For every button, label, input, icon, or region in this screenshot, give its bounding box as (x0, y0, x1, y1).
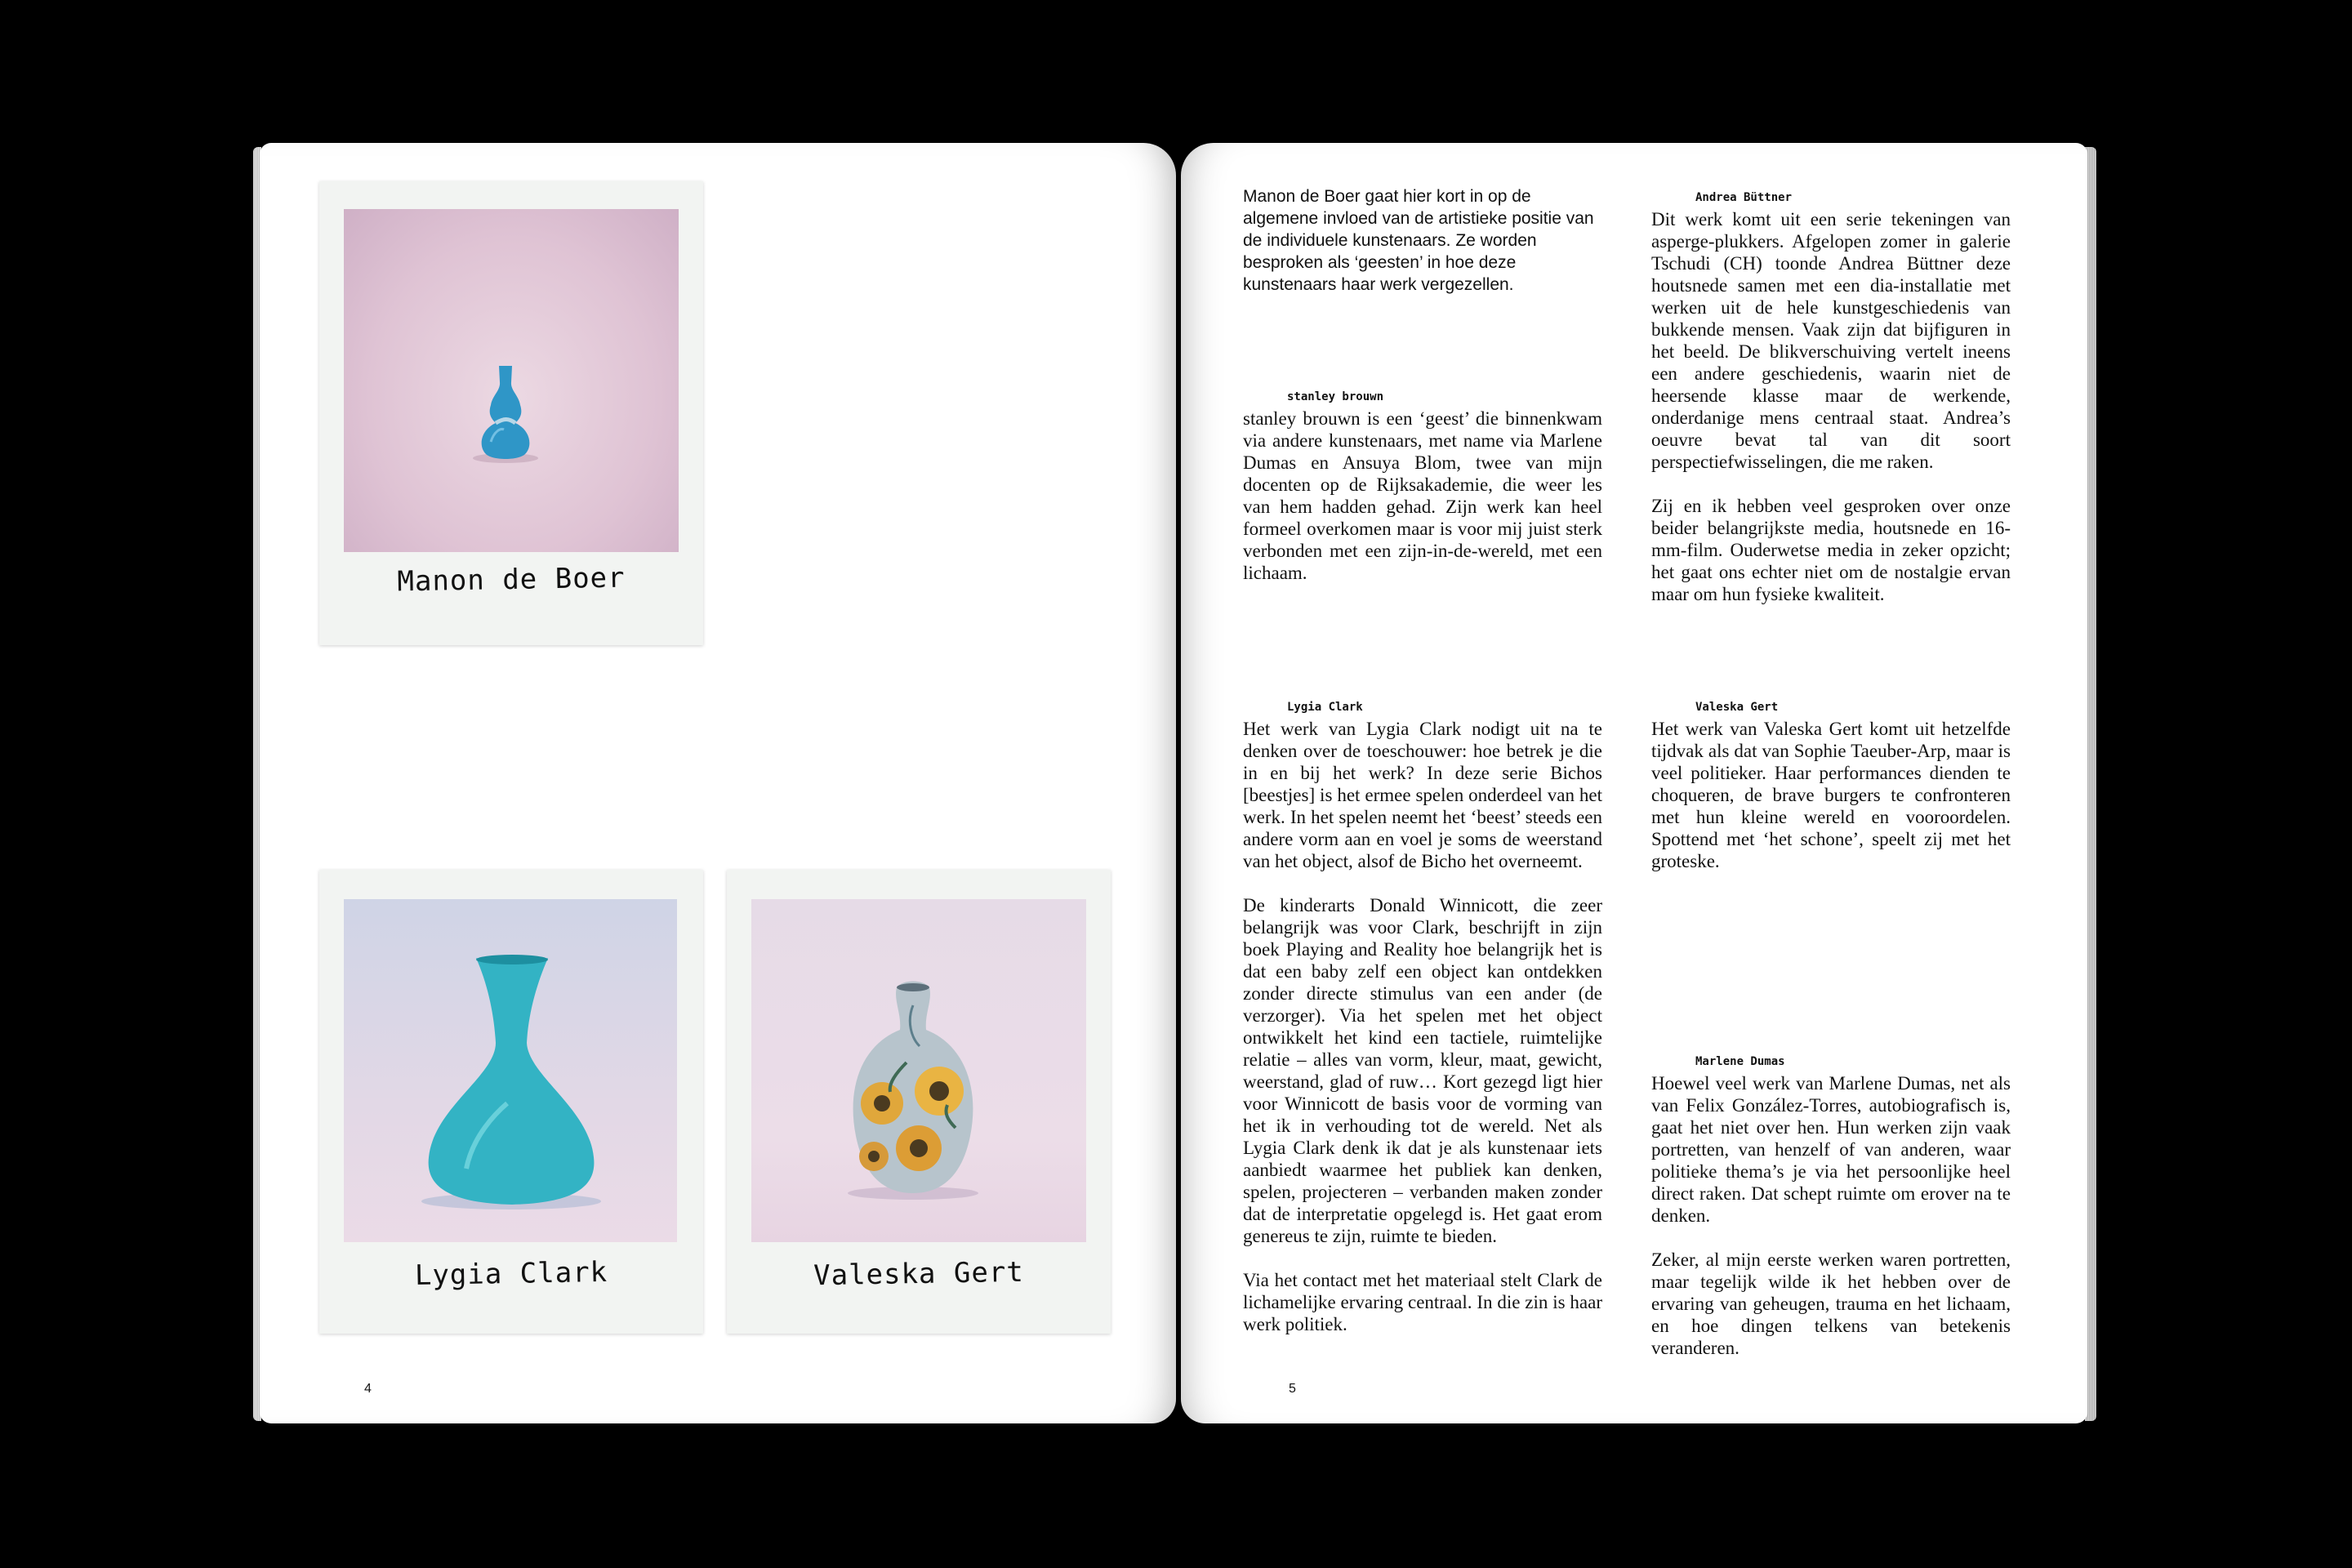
intro-text: Manon de Boer gaat hier kort in op de algemene invloed van de artistieke positie van de individuele kunstenaars. Ze worden besproken als ‘geesten’ in hoe deze kunstenaars haar werk vergezellen. (1243, 187, 1594, 294)
page-number: 5 (1289, 1382, 1296, 1396)
section-lygia-clark (1243, 700, 1602, 1335)
paragraph: Via het contact met het materiaal stelt Clark de lichamelijke ervaring centraal. In die zin is haar werk politiek. (1243, 1270, 1602, 1334)
paragraph: Het werk van Lygia Clark nodigt uit na te denken over de toeschouwer: hoe betrek je die in en bij het werk? In deze serie Bichos [beestjes] is het ermee spelen onderdeel van het werk. In het spelen neemt het ‘beest’ steeds een andere vorm aan en voel je soms de weerstand van het object, alsof de Bicho het overneemt. (1243, 719, 1602, 871)
photo-turquoise-vase (344, 899, 677, 1242)
intro-column (1243, 185, 1602, 296)
paragraph: De kinderarts Donald Winnicott, die zeer belangrijk was voor Clark, beschrijft in zijn boek Playing and Reality hoe belangrijk het is dat een baby zelf een object kan ontdekken zonder directe stimulus van een ander (de verzorger). Via het spelen met het object ontwikkelt het kind een tactiele, ruimtelijke relatie – alles van vorm, kleur, maat, gewicht, weerstand, glad of ruw… Kort gezegd ligt hier voor Winnicott de basis voor de vorming van het ik in verhouding tot de wereld. Net als Lygia Clark denk ik dat je als kunstenaar iets aanbiedt waarmee het publiek kan denken, spelen, projecteren – verbanden maken zonder dat de interpretatie opgelegd is. Het gaat erom genereus te zijn, ruimte te bieden. (1243, 895, 1602, 1246)
paragraph: Dit werk komt uit een serie tekeningen van asperge-plukkers. Afgelopen zomer in galerie Tschudi (CH) toonde Andrea Büttner deze houtsnede samen met een dia-installatie met werken uit de hele kunstgeschiedenis van bukkende mensen. Vaak zijn dat bijfiguren in het beeld. De blikverschuiving vertelt ineens een andere geschiedenis, waarin niet de heersende klasse maar de werkende, onderdanige mens centraal staat. Andrea’s oeuvre bevat tal van dit soort perspectiefwisselingen, die me raken. (1651, 209, 2011, 472)
polaroid-caption: Valeska Gert (813, 1255, 1025, 1293)
section-heading: Valeska Gert (1695, 701, 1779, 714)
polaroid-caption: Lygia Clark (414, 1255, 608, 1293)
polaroid-caption: Manon de Boer (397, 561, 626, 599)
paragraph: Hoewel veel werk van Marlene Dumas, net als van Felix González-Torres, autobiografisch is, gaat het niet over hen. Hun werken zijn vaak portretten, van henzelf of van anderen, waar politieke thema’s je via het persoonlijke heel direct raken. Dat schept ruimte om erover na te denken. (1651, 1073, 2011, 1226)
polaroid-valeska-gert (727, 870, 1111, 1334)
section-stanley-brouwn (1243, 390, 1602, 584)
polaroid-manon-de-boer (319, 181, 703, 645)
paragraph: Zij en ik hebben veel gesproken over onze beider belangrijkste media, houtsnede en 16-mm-film. Ouderwetse media in zeker opzicht; het gaat ons echter niet om de nostalgie ervan maar om hun fysieke kwaliteit. (1651, 496, 2011, 604)
section-heading: stanley brouwn (1287, 390, 1384, 403)
paragraph: Het werk van Valeska Gert komt uit hetzelfde tijdvak als dat van Sophie Taeuber-Arp, maar is veel politieker. Haar performances dienden te choqueren, de brave burgers te confronteren met hun kleine wereld en vooroordelen. Spottend met ‘het schone’, speelt zij met het groteske. (1651, 719, 2011, 871)
left-page (260, 143, 1176, 1423)
paragraph: Zeker, al mijn eerste werken waren portretten, maar tegelijk wilde ik het hebben over de ervaring van geheugen, trauma en het lichaam, en hoe dingen telkens van betekenis veranderen. (1651, 1250, 2011, 1358)
polaroid-lygia-clark (319, 870, 703, 1334)
section-andrea-buttner (1651, 190, 2011, 605)
section-valeska-gert (1651, 700, 2011, 872)
photo-small-blue-vase (344, 209, 679, 552)
right-page (1181, 143, 2087, 1423)
photo-sunflower-vase (751, 899, 1086, 1242)
section-heading: Lygia Clark (1287, 701, 1363, 714)
section-marlene-dumas (1651, 1054, 2011, 1359)
paragraph: stanley brouwn is een ‘geest’ die binnenkwam via andere kunstenaars, met name via Marlene Dumas en Ansuya Blom, twee van mijn docenten op de Rijksakademie, die weer les van hem hadden gehad. Zijn werk kan heel formeel overkomen maar is voor mij juist sterk verbonden met een zijn-in-de-wereld, met een lichaam. (1243, 408, 1602, 583)
page-number: 4 (364, 1382, 372, 1396)
section-heading: Andrea Büttner (1695, 191, 1793, 204)
section-heading: Marlene Dumas (1695, 1055, 1785, 1068)
